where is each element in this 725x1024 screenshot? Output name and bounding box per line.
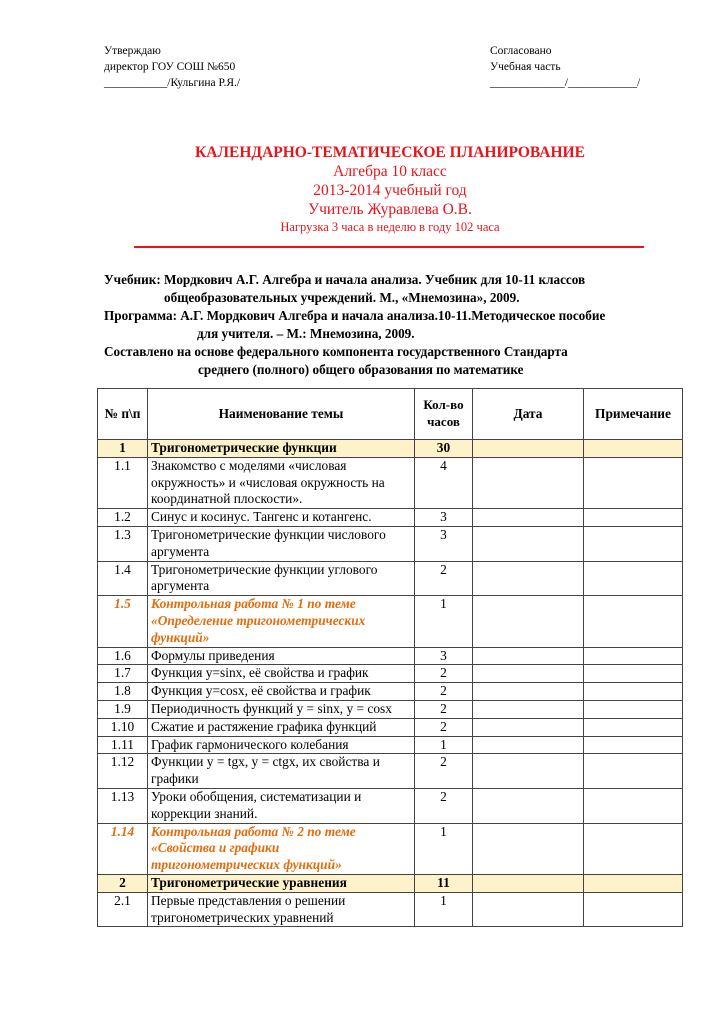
approval-block-right [490, 43, 640, 91]
page-title: КАЛЕНДАРНО-ТЕМАТИЧЕСКОЕ ПЛАНИРОВАНИЕ [195, 144, 585, 161]
header-hours: Кол-во часов [415, 389, 473, 440]
row-number: 1.7 [98, 665, 148, 683]
row-date [473, 736, 584, 754]
row-note [584, 509, 683, 527]
row-date [473, 754, 584, 789]
row-hours: 1 [415, 892, 473, 927]
row-date [473, 823, 584, 874]
row-hours: 3 [415, 526, 473, 561]
row-hours: 2 [415, 561, 473, 596]
row-hours: 2 [415, 754, 473, 789]
table-row [98, 457, 683, 508]
row-date [473, 788, 584, 823]
row-number: 1.12 [98, 754, 148, 789]
basis-line-1: Составлено на основе федерального компонента государственного Стандарта [104, 344, 568, 359]
approval-right-position: Учебная часть [490, 61, 561, 73]
row-number: 2 [98, 874, 148, 892]
row-note [584, 754, 683, 789]
row-topic: График гармонического колебания [148, 736, 415, 754]
table-row [98, 892, 683, 927]
row-topic: Тригонометрические функции [148, 440, 415, 458]
approval-left-signature: ___________/Кульгина Р.Я./ [104, 77, 241, 89]
subject-line: Алгебра 10 класс [333, 163, 447, 180]
row-number: 1.11 [98, 736, 148, 754]
row-hours: 2 [415, 665, 473, 683]
row-note [584, 788, 683, 823]
row-topic: Первые представления о решении тригонометрических уравнений [148, 892, 415, 927]
row-note [584, 874, 683, 892]
header-date: Дата [473, 389, 584, 440]
row-hours: 2 [415, 718, 473, 736]
table-row [98, 561, 683, 596]
row-number: 2.1 [98, 892, 148, 927]
row-topic: Знакомство с моделями «числовая окружность» и «числовая окружность на координатной плоскости». [148, 457, 415, 508]
table-row [98, 700, 683, 718]
row-note [584, 561, 683, 596]
row-topic: Контрольная работа № 1 по теме «Определение тригонометрических функций» [148, 596, 415, 647]
row-hours: 1 [415, 823, 473, 874]
row-number: 1.10 [98, 718, 148, 736]
row-topic: Периодичность функций y = sinx, y = cosx [148, 700, 415, 718]
row-number: 1.13 [98, 788, 148, 823]
row-date [473, 683, 584, 701]
row-hours: 2 [415, 683, 473, 701]
row-number: 1.14 [98, 823, 148, 874]
row-note [584, 683, 683, 701]
row-number: 1.2 [98, 509, 148, 527]
basis-line-2: среднего (полного) общего образования по математике [198, 362, 524, 377]
row-number: 1.4 [98, 561, 148, 596]
plan-table-body [98, 440, 683, 927]
table-row [98, 754, 683, 789]
row-date [473, 874, 584, 892]
row-topic: Функции y = tgx, y = ctgx, их свойства и графики [148, 754, 415, 789]
row-note [584, 892, 683, 927]
table-row [98, 665, 683, 683]
table-row [98, 718, 683, 736]
row-number: 1 [98, 440, 148, 458]
row-number: 1.9 [98, 700, 148, 718]
control-work-row [98, 596, 683, 647]
row-date [473, 457, 584, 508]
table-row [98, 509, 683, 527]
approval-left-title: Утверждаю [104, 45, 161, 57]
row-date [473, 561, 584, 596]
table-row [98, 526, 683, 561]
row-hours: 1 [415, 596, 473, 647]
row-date [473, 647, 584, 665]
row-note [584, 440, 683, 458]
teacher-line: Учитель Журавлева О.В. [308, 201, 472, 218]
textbook-line-1: Учебник: Мордкович А.Г. Алгебра и начала анализа. Учебник для 10-11 классов [104, 272, 586, 287]
year-line: 2013-2014 учебный год [313, 182, 467, 199]
row-hours: 2 [415, 700, 473, 718]
row-note [584, 596, 683, 647]
header-name: Наименование темы [148, 389, 415, 440]
row-date [473, 892, 584, 927]
row-note [584, 700, 683, 718]
row-hours: 2 [415, 788, 473, 823]
row-topic: Сжатие и растяжение графика функций [148, 718, 415, 736]
row-note [584, 665, 683, 683]
row-topic: Функция y=cosx, её свойства и график [148, 683, 415, 701]
row-note [584, 647, 683, 665]
meta-block [104, 271, 704, 379]
table-row [98, 788, 683, 823]
program-line-2: для учителя. – М.: Мнемозина, 2009. [197, 326, 415, 341]
row-hours: 11 [415, 874, 473, 892]
textbook-line-2: общеобразовательных учреждений. М., «Мнемозина», 2009. [164, 290, 520, 305]
row-number: 1.5 [98, 596, 148, 647]
row-date [473, 718, 584, 736]
row-note [584, 823, 683, 874]
program-line-1: Программа: А.Г. Мордкович Алгебра и начала анализа.10-11.Методическое пособие [104, 308, 606, 323]
row-number: 1.6 [98, 647, 148, 665]
header-note: Примечание [584, 389, 683, 440]
row-topic: Формулы приведения [148, 647, 415, 665]
row-note [584, 526, 683, 561]
table-row [98, 736, 683, 754]
row-number: 1.8 [98, 683, 148, 701]
row-topic: Контрольная работа № 2 по теме «Свойства и графики тригонометрических функций» [148, 823, 415, 874]
row-date [473, 665, 584, 683]
row-date [473, 509, 584, 527]
table-row [98, 683, 683, 701]
row-topic: Тригонометрические функции числового аргумента [148, 526, 415, 561]
table-row [98, 647, 683, 665]
document-header [60, 143, 720, 235]
row-hours: 4 [415, 457, 473, 508]
row-date [473, 440, 584, 458]
row-hours: 3 [415, 509, 473, 527]
row-note [584, 718, 683, 736]
row-date [473, 596, 584, 647]
row-hours: 1 [415, 736, 473, 754]
row-note [584, 736, 683, 754]
section-row [98, 440, 683, 458]
row-topic: Тригонометрические функции углового аргумента [148, 561, 415, 596]
approval-right-signature: _____________/____________/ [490, 77, 641, 89]
row-number: 1.1 [98, 457, 148, 508]
row-date [473, 700, 584, 718]
plan-table [97, 388, 683, 927]
row-number: 1.3 [98, 526, 148, 561]
approval-right-title: Согласовано [490, 45, 552, 57]
load-line: Нагрузка 3 часа в неделю в году 102 часа [280, 220, 500, 234]
row-hours: 3 [415, 647, 473, 665]
row-date [473, 526, 584, 561]
approval-block-left [104, 43, 240, 91]
header-divider [134, 246, 644, 248]
row-hours: 30 [415, 440, 473, 458]
row-topic: Функция y=sinx, её свойства и график [148, 665, 415, 683]
row-note [584, 457, 683, 508]
row-topic: Тригонометрические уравнения [148, 874, 415, 892]
row-topic: Синус и косинус. Тангенс и котангенс. [148, 509, 415, 527]
approval-left-position: директор ГОУ СОШ №650 [104, 61, 236, 73]
table-header-row [98, 389, 683, 440]
section-row [98, 874, 683, 892]
control-work-row [98, 823, 683, 874]
header-num: № п\п [98, 389, 148, 440]
row-topic: Уроки обобщения, систематизации и коррекции знаний. [148, 788, 415, 823]
